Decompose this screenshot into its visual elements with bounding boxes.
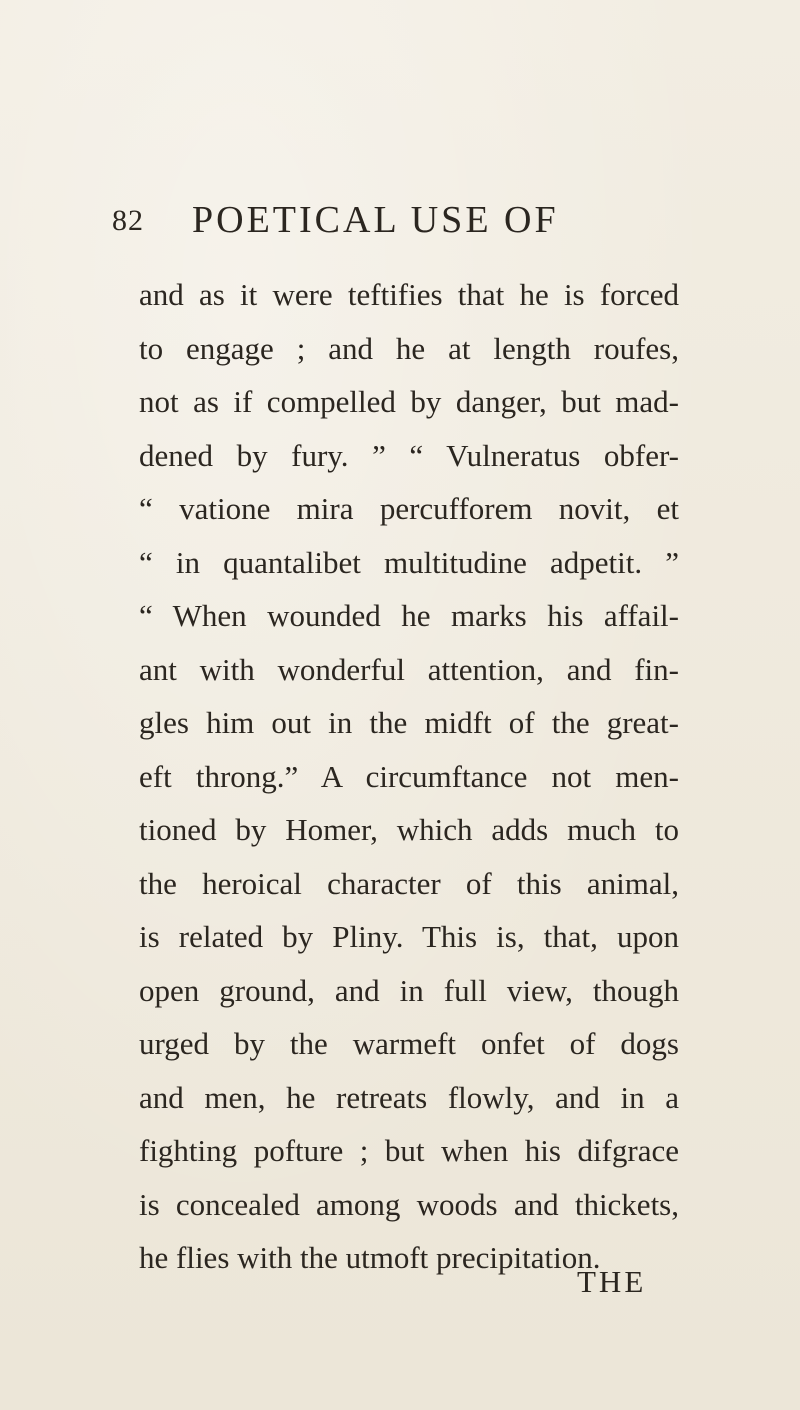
catchword: THE [577, 1264, 647, 1299]
text-line: “ When wounded he marks his affail- [139, 598, 679, 633]
text-line: gles him out in the midft of the great- [139, 705, 679, 740]
page-number: 82 [112, 204, 144, 237]
text-line: urged by the warmeft onfet of dogs [139, 1026, 679, 1061]
running-head: POETICAL USE OF [192, 199, 559, 241]
text-line: “ vatione mira percufforem novit, et [139, 491, 679, 526]
text-line: and men, he retreats flowly, and in a [139, 1079, 679, 1115]
text-line: open ground, and in full view, though [139, 972, 679, 1008]
text-line: fighting pofture ; but when his difgrace [139, 1133, 679, 1168]
text-line: “ in quantalibet multitudine adpetit. ” [139, 544, 679, 580]
text-line: not as if compelled by danger, but mad- [139, 384, 679, 419]
text-line: ant with wonderful attention, and fin- [139, 651, 679, 687]
text-line: is related by Pliny. This is, that, upon [139, 919, 679, 954]
text-line: he flies with the utmoft precipitation. [139, 1240, 601, 1275]
body-text [139, 268, 679, 1285]
text-line: dened by fury. ” “ Vulneratus obfer- [139, 437, 679, 473]
text-line: to engage ; and he at length roufes, [139, 330, 679, 366]
text-line: is concealed among woods and thickets, [139, 1186, 679, 1222]
text-line: tioned by Homer, which adds much to [139, 812, 679, 847]
text-line: eft throng.” A circumftance not men- [139, 758, 679, 794]
text-line: the heroical character of this animal, [139, 865, 679, 901]
text-line: and as it were teftifies that he is forced [139, 277, 679, 312]
page-header [112, 198, 672, 248]
